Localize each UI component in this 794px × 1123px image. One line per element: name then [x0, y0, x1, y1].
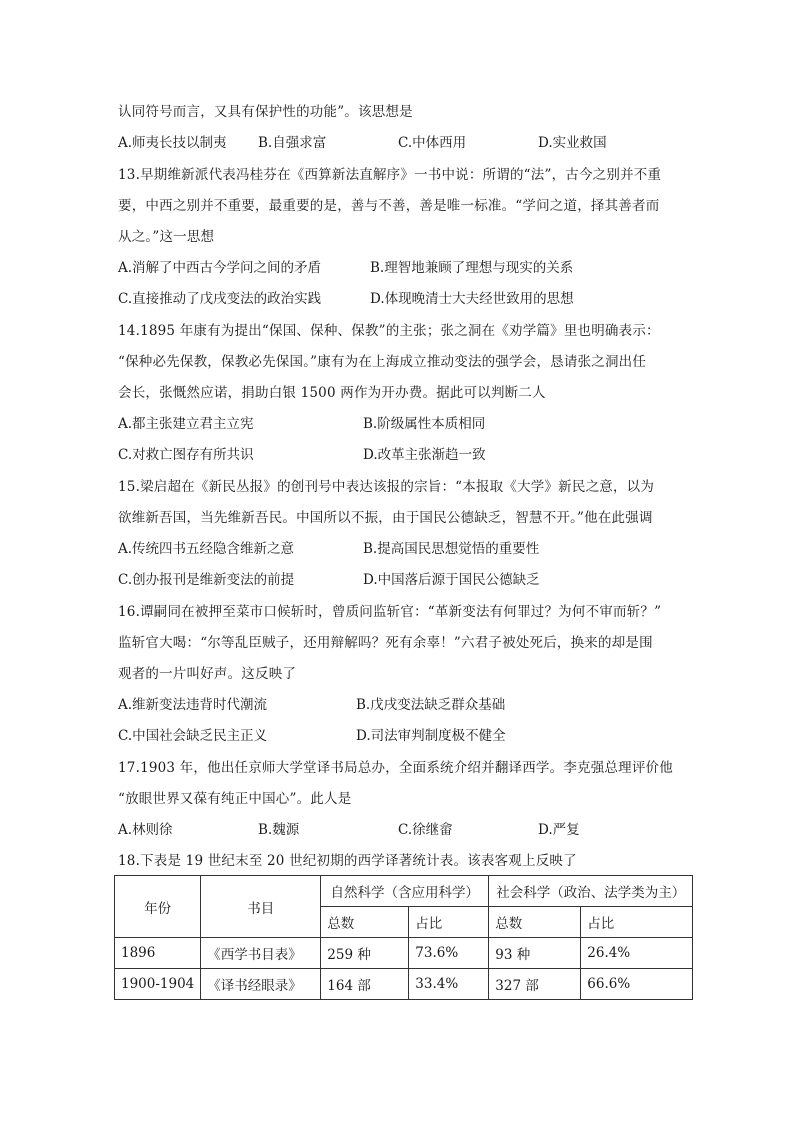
- q14-stem-line-3: 会长，张慨然应诺，捐助白银 1500 两作为开办费。据此可以判断二人: [118, 385, 546, 401]
- cell-soc-ratio: 66.6%: [581, 969, 693, 1000]
- q13-option-d[interactable]: D.体现晚清士大夫经世致用的思想: [370, 291, 574, 307]
- cell-soc-total: 327 部: [489, 969, 581, 1000]
- q14-option-b[interactable]: B.阶级属性本质相同: [363, 416, 486, 432]
- q14-stem-line-1: 14.1895 年康有为提出“保国、保种、保教”的主张；张之洞在《劝学篇》里也明确表示：: [118, 323, 660, 339]
- q13-stem-line-1: 13.早期维新派代表冯桂芬在《西算新法直解序》一书中说：所谓的“法”，古今之别并不重: [118, 167, 662, 183]
- subheader-ratio: 占比: [581, 907, 693, 938]
- cell-nat-total: 164 部: [321, 969, 409, 1000]
- q18-stem: 18.下表是 19 世纪末至 20 世纪初期的西学译著统计表。该表客观上反映了: [118, 853, 577, 869]
- cell-nat-ratio: 73.6%: [409, 938, 489, 969]
- cell-soc-ratio: 26.4%: [581, 938, 693, 969]
- q13-stem-line-2: 要，中西之别并不重要，最重要的是，善与不善，善是唯一标准。“学问之道，择其善者而: [118, 198, 660, 214]
- q12-option-d[interactable]: D.实业救国: [538, 135, 607, 151]
- cell-nat-total: 259 种: [321, 938, 409, 969]
- q13-option-c[interactable]: C.直接推动了戊戌变法的政治实践: [118, 291, 322, 307]
- q13-option-b[interactable]: B.理智地兼顾了理想与现实的关系: [370, 260, 574, 276]
- q16-option-c[interactable]: C.中国社会缺乏民主正义: [118, 728, 268, 744]
- header-book: 书目: [201, 876, 321, 938]
- q16-option-b[interactable]: B.戊戌变法缺乏群众基础: [356, 697, 506, 713]
- q16-option-d[interactable]: D.司法审判制度极不健全: [356, 728, 506, 744]
- q14-option-a[interactable]: A.都主张建立君主立宪: [118, 416, 254, 432]
- q15-option-c[interactable]: C.创办报刊是维新变法的前提: [118, 572, 295, 588]
- translation-stats-table: [114, 875, 693, 1000]
- cell-nat-ratio: 33.4%: [409, 969, 489, 1000]
- q17-stem-line-1: 17.1903 年，他出任京师大学堂译书局总办，全面系统介绍并翻译西学。李克强总理评价他: [118, 760, 673, 776]
- q12-stem-tail: 认同符号而言，又具有保护性的功能”。该思想是: [118, 104, 413, 120]
- q16-option-a[interactable]: A.维新变法违背时代潮流: [118, 697, 268, 713]
- q17-option-d[interactable]: D.严复: [538, 822, 580, 838]
- q17-option-b[interactable]: B.魏源: [258, 822, 300, 838]
- q14-option-d[interactable]: D.改革主张渐趋一致: [363, 447, 486, 463]
- cell-soc-total: 93 种: [489, 938, 581, 969]
- cell-book: 《西学书目表》: [201, 938, 321, 969]
- table-row: [115, 938, 693, 969]
- q15-stem-line-2: 欲维新吾国，当先维新吾民。中国所以不振，由于国民公德缺乏，智慧不开。”他在此强调: [118, 510, 653, 526]
- q15-stem-line-1: 15.梁启超在《新民丛报》的创刊号中表达该报的宗旨：“本报取《大学》新民之意，以为: [118, 479, 655, 495]
- q15-option-b[interactable]: B.提高国民思想觉悟的重要性: [363, 541, 540, 557]
- cell-year: 1900-1904: [115, 969, 201, 1000]
- q17-option-c[interactable]: C.徐继畲: [398, 822, 453, 838]
- q15-option-a[interactable]: A.传统四书五经隐含维新之意: [118, 541, 295, 557]
- q14-option-c[interactable]: C.对救亡图存有所共识: [118, 447, 254, 463]
- q12-option-a[interactable]: A.师夷长技以制夷: [118, 135, 227, 151]
- q16-stem-line-3: 观者的一片叫好声。这反映了: [118, 666, 297, 682]
- subheader-ratio: 占比: [409, 907, 489, 938]
- q16-stem-line-1: 16.谭嗣同在被押至菜市口候斩时，曾质问监斩官：“革新变法有何罪过？为何不审而斩？”: [118, 604, 662, 620]
- table-header-row: [115, 876, 693, 907]
- q12-option-c[interactable]: C.中体西用: [398, 135, 467, 151]
- q12-option-b[interactable]: B.自强求富: [258, 135, 327, 151]
- q15-option-d[interactable]: D.中国落后源于国民公德缺乏: [363, 572, 540, 588]
- cell-book: 《译书经眼录》: [201, 969, 321, 1000]
- header-year: 年份: [115, 876, 201, 938]
- q14-stem-line-2: “保种必先保教，保教必先保国。”康有为在上海成立推动变法的强学会，恳请张之洞出任: [118, 354, 647, 370]
- header-natural-science: 自然科学（含应用科学）: [321, 876, 489, 907]
- subheader-total: 总数: [489, 907, 581, 938]
- q16-stem-line-2: 监斩官大喝：“尔等乱臣贼子，还用辩解吗？死有余辜！”六君子被处死后，换来的却是围: [118, 635, 653, 651]
- q17-option-a[interactable]: A.林则徐: [118, 822, 173, 838]
- q13-option-a[interactable]: A.消解了中西古今学问之间的矛盾: [118, 260, 322, 276]
- cell-year: 1896: [115, 938, 201, 969]
- q17-stem-line-2: “放眼世界又葆有纯正中国心”。此人是: [118, 791, 352, 807]
- header-social-science: 社会科学（政治、法学类为主）: [489, 876, 693, 907]
- q13-stem-line-3: 从之。”这一思想: [118, 229, 215, 245]
- subheader-total: 总数: [321, 907, 409, 938]
- table-row: [115, 969, 693, 1000]
